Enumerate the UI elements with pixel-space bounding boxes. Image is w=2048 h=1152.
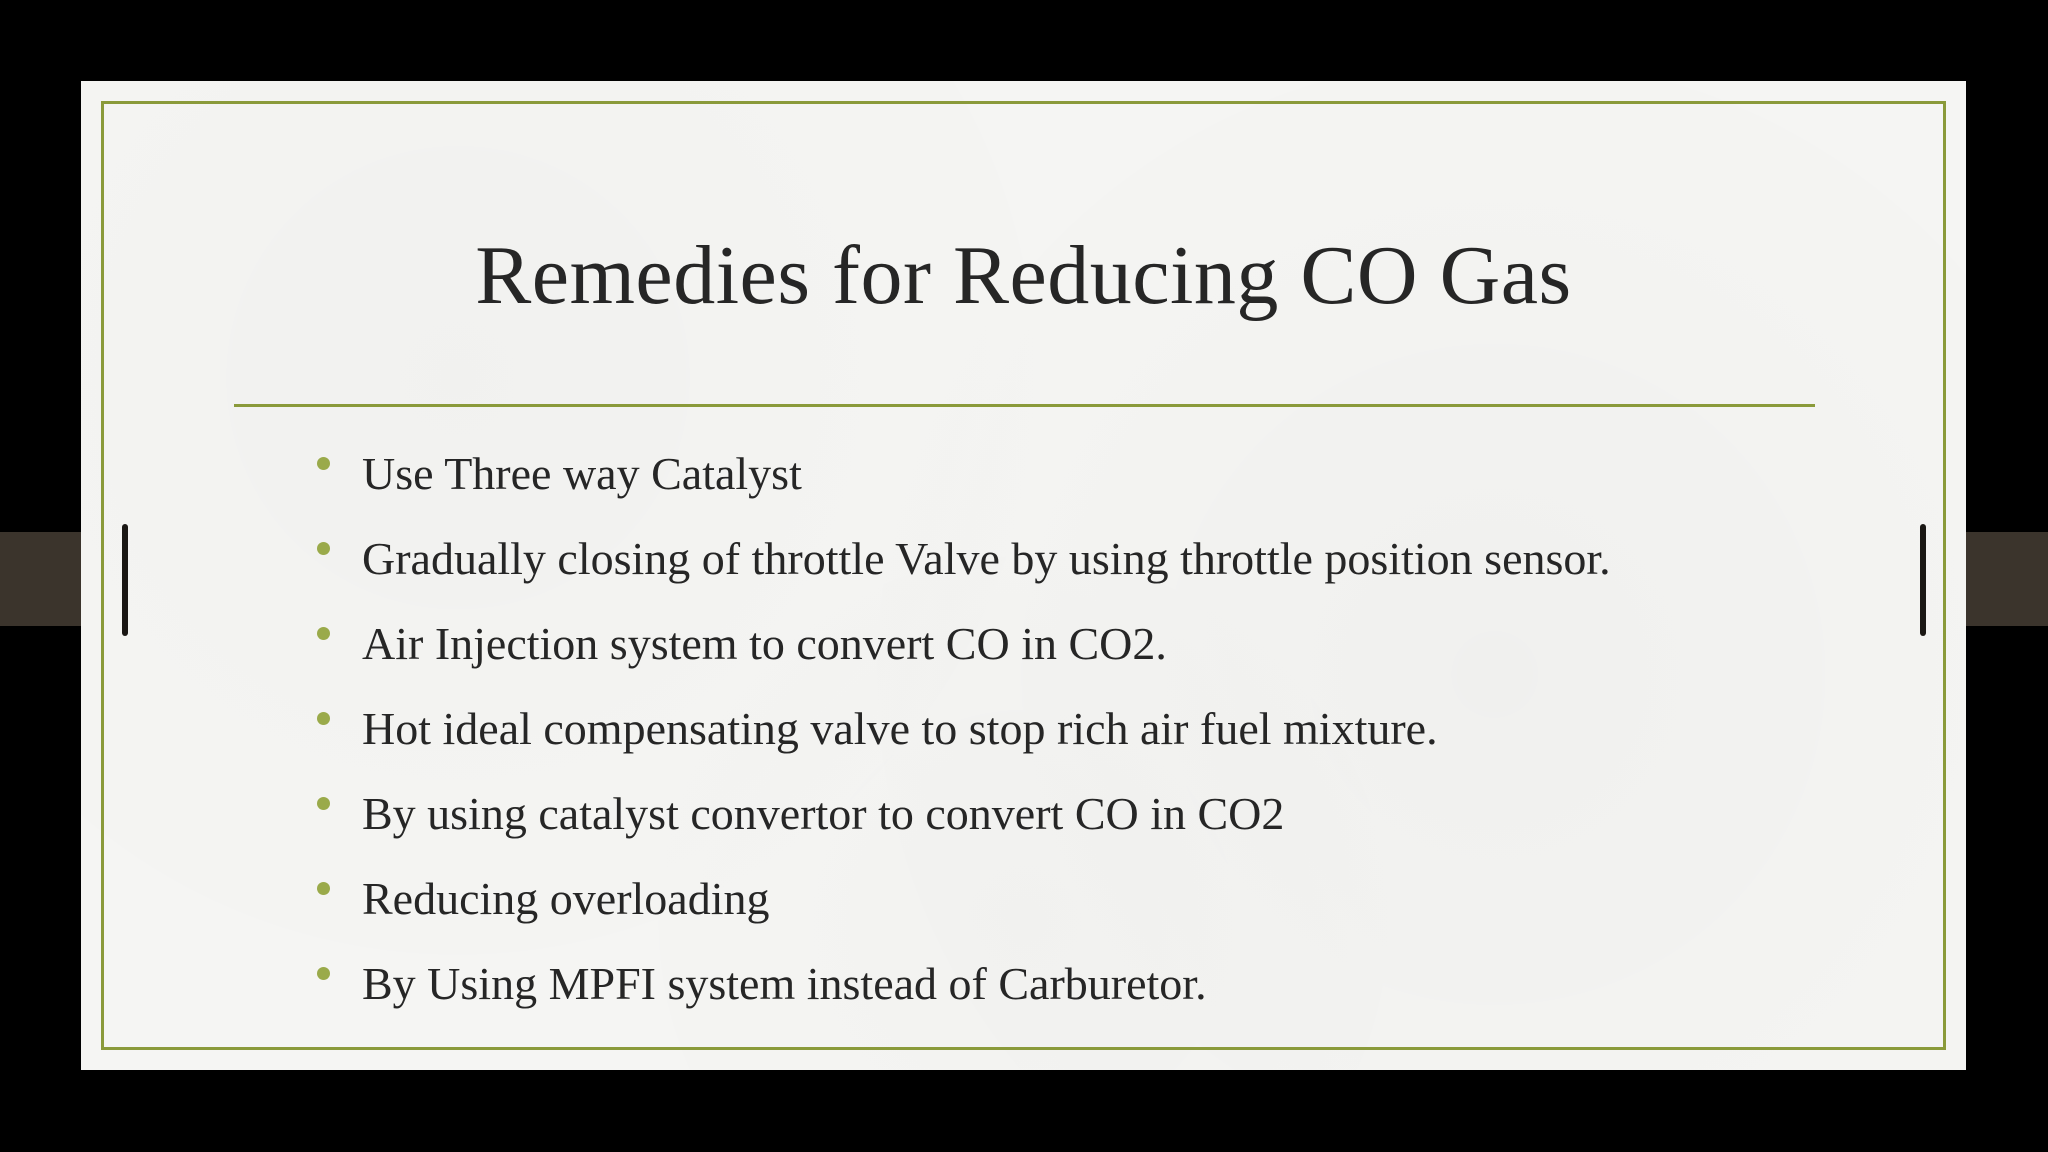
title-divider xyxy=(234,404,1815,407)
bullet-item xyxy=(234,516,1611,601)
bullet-dot-icon xyxy=(317,542,330,555)
bullet-text: Air Injection system to convert CO in CO2. xyxy=(362,618,1167,669)
bullet-dot-icon xyxy=(317,457,330,470)
bullet-text: By Using MPFI system instead of Carburetor. xyxy=(362,958,1207,1009)
bullet-item xyxy=(234,601,1611,686)
slide-title: Remedies for Reducing CO Gas xyxy=(475,229,1572,322)
bullet-dot-icon xyxy=(317,712,330,725)
bullet-dot-icon xyxy=(317,627,330,640)
bullet-list xyxy=(234,431,1611,1026)
bullet-dot-icon xyxy=(317,882,330,895)
right-tab-edge xyxy=(1920,524,1926,636)
bullet-text: Reducing overloading xyxy=(362,873,770,924)
bullet-item xyxy=(234,771,1611,856)
bullet-dot-icon xyxy=(317,967,330,980)
bullet-item xyxy=(234,431,1611,516)
bullet-text: Use Three way Catalyst xyxy=(362,448,802,499)
bullet-item xyxy=(234,686,1611,771)
bullet-text: By using catalyst convertor to convert CO in CO2 xyxy=(362,788,1285,839)
slide xyxy=(81,81,1966,1070)
bullet-text: Gradually closing of throttle Valve by using throttle position sensor. xyxy=(362,533,1611,584)
bullet-dot-icon xyxy=(317,797,330,810)
bullet-text: Hot ideal compensating valve to stop rich air fuel mixture. xyxy=(362,703,1438,754)
left-tab-edge xyxy=(122,524,128,636)
bullet-item xyxy=(234,856,1611,941)
bullet-item xyxy=(234,941,1611,1026)
